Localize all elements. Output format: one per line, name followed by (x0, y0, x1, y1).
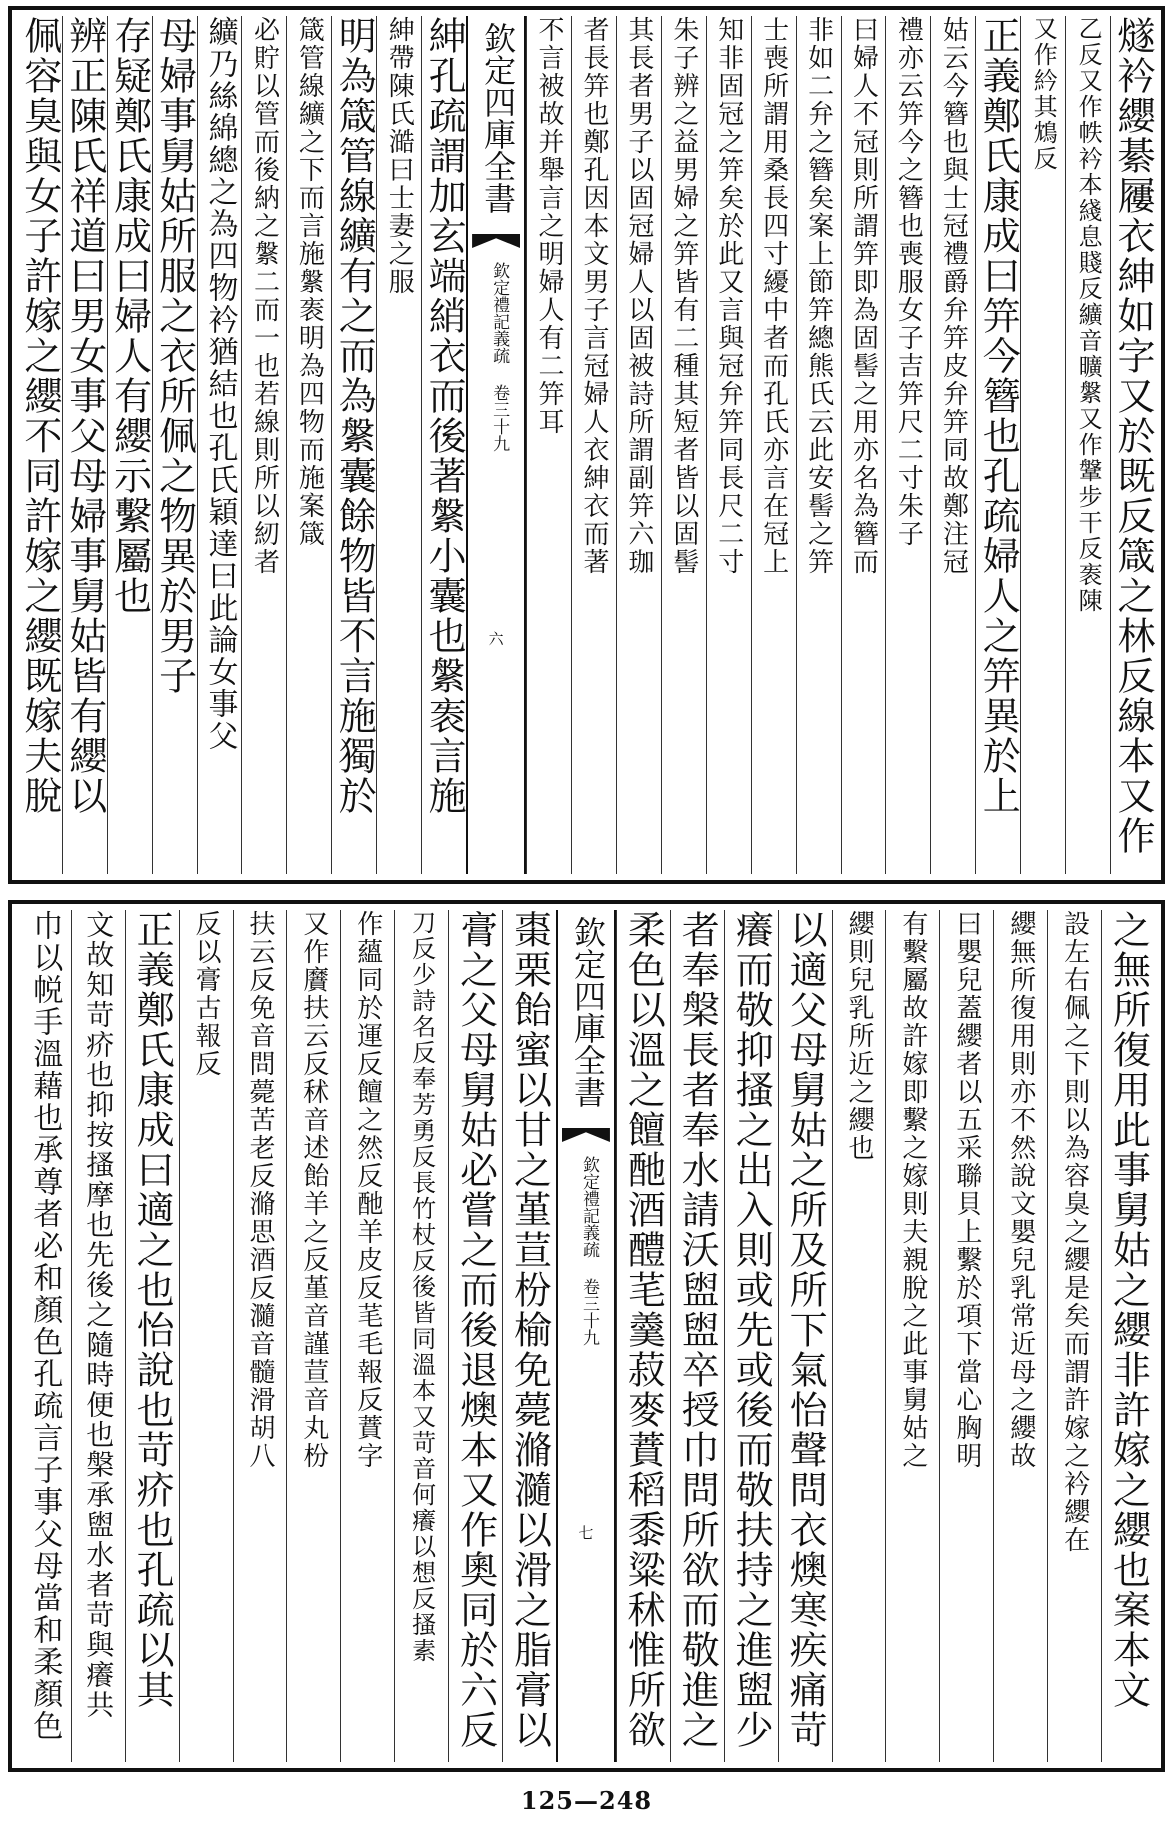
column-text: 明為箴管線纊有之而為縏囊餘物皆不言施獨於 (332, 16, 377, 816)
column-text: 作蘊同於運反饘之然反酏羊皮反芼毛報反蕡字 (352, 910, 383, 1470)
text-column (62, 16, 107, 874)
column-text: 柔色以溫之饘酏酒醴芼羹菽麥蕡稻黍粱秫惟所欲 (621, 910, 666, 1750)
text-column (18, 910, 71, 1762)
column-text: 佩容臭與女子許嫁之纓不同許嫁之纓既嫁夫脫 (17, 16, 62, 816)
column-text: 士喪所謂用桑長四寸纋中者而孔氏亦言在冠上 (758, 16, 789, 576)
column-text: 設左右佩之下則以為容臭之纓是矣而謂許嫁之衿纓在 (1059, 910, 1090, 1554)
column-text: 非如二弁之簪矣案上節笄總熊氏云此安髻之笄 (803, 16, 834, 576)
text-column (125, 910, 179, 1762)
column-text: 乙反又作帙衿本綫息賤反纊音曠縏又作鞶步干反袠陳 (1074, 16, 1103, 614)
column-text: 有繫屬故許嫁即繫之嫁則夫親脫之此事舅姑之 (897, 910, 928, 1470)
text-column (340, 910, 394, 1762)
column-text: 存疑鄭氏康成曰婦人有纓示繫屬也 (107, 16, 152, 616)
text-column (233, 910, 287, 1762)
text-column (1020, 16, 1065, 874)
text-column (179, 910, 233, 1762)
column-text: 之無所復用此事舅姑之纓非許嫁之纓也案本文 (1106, 910, 1151, 1710)
text-column (975, 16, 1020, 874)
column-text: 正義鄭氏康成曰笄今簪也孔疏婦人之笄異於上 (976, 16, 1021, 816)
column-text: 文故知苛疥也抑按搔摩也先後之隨時便也槃承盥水者苛與癢共 (82, 910, 116, 1720)
column-text: 朱子辨之益男婦之笄皆有二種其短者皆以固髻 (668, 16, 699, 576)
text-column (71, 910, 125, 1762)
text-column (930, 16, 975, 874)
text-column (661, 16, 706, 874)
text-column (18, 16, 62, 874)
center-title: 欽定四庫全書 (568, 916, 607, 1108)
column-text: 禮亦云笄今之簪也喪服女子吉笄尺二寸朱子 (893, 16, 924, 548)
text-column (616, 910, 670, 1762)
top-page (8, 6, 1165, 884)
text-column (571, 16, 616, 874)
text-column (197, 16, 242, 874)
text-column (939, 910, 993, 1762)
column-text: 刀反少詩名反奉芳勇反長竹杖反後皆同溫本又苛音何癢以想反搔素 (407, 910, 436, 1664)
column-text: 纊乃絲綿總之為四物衿猶結也孔氏穎達曰此論女事父 (202, 16, 238, 752)
column-text: 辨正陳氏祥道曰男女事父母婦事舅姑皆有纓以 (62, 16, 107, 816)
leaf-number: 七 (578, 1524, 594, 1542)
column-text: 曰嬰兒蓋纓者以五采聯貝上繫於項下當心胸明 (951, 910, 982, 1470)
column-text: 正義鄭氏康成曰適之也怡說也苛疥也孔疏以其 (130, 910, 175, 1710)
text-column (394, 910, 448, 1762)
text-column (526, 16, 571, 874)
text-column (241, 16, 286, 874)
text-column (286, 16, 331, 874)
column-text: 者長笄也鄭孔因本文男子言冠婦人衣紳衣而著 (578, 16, 609, 576)
column-text: 又作紟其鴆反 (1029, 16, 1058, 172)
column-text: 不言被故并舉言之明婦人有二笄耳 (534, 16, 565, 436)
column-text: 纓無所復用則亦不然說文嬰兒乳常近母之纓故 (1005, 910, 1036, 1470)
text-column (885, 16, 930, 874)
text-column (1047, 910, 1101, 1762)
column-text: 曰婦人不冠則所謂笄即為固髻之用亦名為簪而 (848, 16, 879, 576)
column-text: 棗栗飴蜜以甘之堇荁枌榆免薨滫瀡以滑之脂膏以 (507, 910, 552, 1750)
text-column (706, 16, 751, 874)
text-column (152, 16, 197, 874)
fishtail-mark (562, 1128, 610, 1142)
text-column (1065, 16, 1110, 874)
column-text: 者奉槃長者奉水請沃盥盥卒授巾問所欲而敬進之 (675, 910, 720, 1750)
column-text: 紳帶陳氏澔曰士妻之服 (384, 16, 415, 296)
column-text: 膏之父母舅姑必嘗之而後退燠本又作奧同於六反 (453, 910, 498, 1750)
fishtail-mark (472, 234, 520, 248)
top-page-columns (18, 16, 1155, 874)
text-column (724, 910, 778, 1762)
text-column (670, 910, 724, 1762)
column-text: 知非固冠之笄矣於此又言與冠弁笄同長尺二寸 (713, 16, 744, 576)
column-text: 扶云反免音問薨苦老反滫思酒反瀡音髓滑胡八 (244, 910, 275, 1470)
center-subtitle: 欽定禮記義疏 卷三十九 (578, 1156, 599, 1346)
center-title: 欽定四庫全書 (479, 22, 518, 214)
text-column (1101, 910, 1155, 1762)
column-text: 箴管線纊之下而言施縏袠明為四物而施案箴 (294, 16, 325, 548)
column-text: 纓則兒乳所近之纓也 (844, 910, 875, 1162)
text-column (502, 910, 556, 1762)
column-text: 姑云今簪也與士冠禮爵弁笄皮弁笄同故鄭注冠 (938, 16, 969, 576)
column-text: 又作黂扶云反秫音述飴羊之反堇音謹荁音丸枌 (298, 910, 329, 1470)
column-text: 其長者男子以固冠婦人以固被詩所謂副笄六珈 (623, 16, 654, 576)
text-column (107, 16, 152, 874)
column-text: 反以膏古報反 (191, 910, 222, 1078)
column-text: 以適父母舅姑之所及所下氣怡聲問衣燠寒疾痛苛 (783, 910, 828, 1750)
leaf-number: 六 (488, 630, 504, 648)
column-text: 母婦事舅姑所服之衣所佩之物異於男子 (152, 16, 197, 696)
bottom-page (8, 900, 1165, 1772)
text-column (778, 910, 832, 1762)
column-text: 必貯以管而後納之縏二而一也若線則所以紉者 (249, 16, 280, 576)
text-column (1110, 16, 1155, 874)
text-column (616, 16, 661, 874)
text-column (832, 910, 886, 1762)
text-column (448, 910, 502, 1762)
center-subtitle: 欽定禮記義疏 卷三十九 (489, 262, 510, 452)
text-column (421, 16, 466, 874)
text-column (841, 16, 886, 874)
text-column (286, 910, 340, 1762)
text-column (796, 16, 841, 874)
column-text: 巾以帨手溫藉也承尊者必和顏色孔疏言子事父母當和柔顏色 (27, 910, 63, 1742)
column-text: 紳孔疏謂加玄端綃衣而後著縏小囊也縏袠言施 (422, 16, 467, 816)
column-text: 燧衿纓綦屨衣紳如字又於既反箴之林反線本又作 (1111, 16, 1156, 856)
text-column (376, 16, 421, 874)
page-code: 125—248 (520, 1786, 653, 1815)
text-column (993, 910, 1047, 1762)
text-column (751, 16, 796, 874)
center-fold (466, 16, 526, 874)
column-text: 癢而敬抑搔之出入則或先或後而敬扶持之進盥少 (729, 910, 774, 1750)
bottom-page-columns (18, 910, 1155, 1762)
center-fold (556, 910, 616, 1762)
text-column (885, 910, 939, 1762)
text-column (331, 16, 376, 874)
